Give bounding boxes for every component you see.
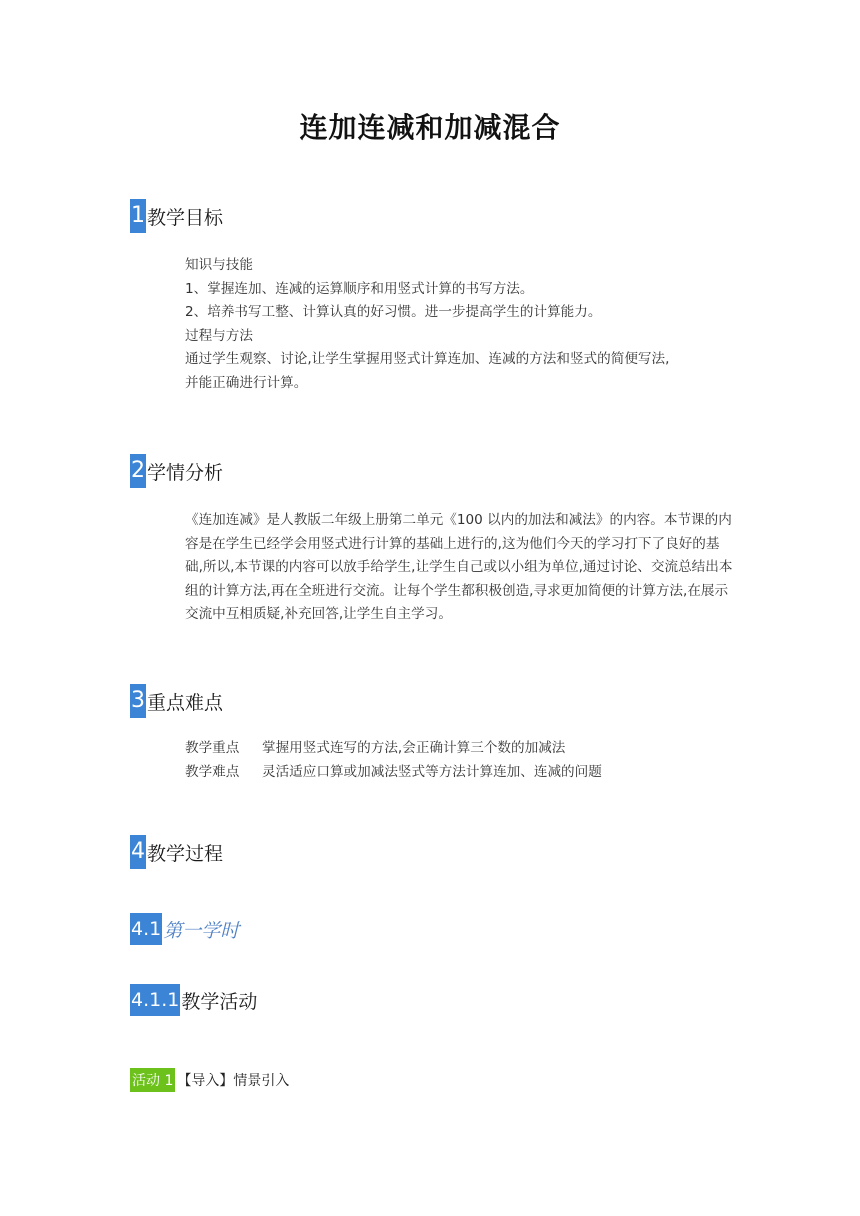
section-number: 3 xyxy=(130,684,146,718)
section-heading-1 xyxy=(130,199,223,233)
key-point-row xyxy=(185,737,733,761)
section-number: 2 xyxy=(130,454,146,488)
text-line: 知识与技能 xyxy=(185,257,253,273)
text-line: 1、掌握连加、连减的运算顺序和用竖式计算的书写方法。 xyxy=(185,280,534,297)
document-title: 连加连减和加减混合 xyxy=(299,111,561,144)
section-heading-4-1-1 xyxy=(130,984,257,1016)
section-heading-4 xyxy=(130,835,223,869)
text-line: 过程与方法 xyxy=(185,327,253,344)
section-title: 学情分析 xyxy=(147,461,224,484)
difficulty-row xyxy=(185,761,733,785)
section-title: 第一学时 xyxy=(163,919,240,942)
text-line: 2、培养书写工整、计算认真的好习惯。进一步提高学生的计算能力。 xyxy=(185,304,602,320)
key-value: 灵活适应口算或加减法竖式等方法计算连加、连减的问题 xyxy=(262,763,602,780)
section-1-body xyxy=(185,254,733,395)
text-line: 并能正确进行计算。 xyxy=(185,374,308,391)
section-title: 教学活动 xyxy=(181,990,258,1013)
key-label: 教学难点 xyxy=(185,763,240,780)
text-line: 通过学生观察、讨论,让学生掌握用竖式计算连加、连减的方法和竖式的简便写法, xyxy=(185,351,670,367)
activity-tag: 活动 1 xyxy=(130,1068,175,1092)
section-3-body xyxy=(185,737,733,784)
section-number: 4.1.1 xyxy=(130,984,180,1016)
section-title: 教学目标 xyxy=(147,206,224,229)
section-number: 1 xyxy=(130,199,146,233)
section-number: 4.1 xyxy=(130,913,162,945)
section-2-body: 《连加连减》是人教版二年级上册第二单元《100 以内的加法和减法》的内容。本节课的内容是在学生已经学会用竖式进行计算的基础上进行的,这为他们今天的学习打下了良好的基础,所以,本节课的内容可以放手给学生,让学生自己或以小组为单位,通过讨论、交流总结出本组的计算方法,再在全班进行交流。让每个学生都积极创造,寻求更加简便的计算方法,在展示交流中互相质疑,补充回答,让学生自主学习。 xyxy=(185,512,733,622)
key-value: 掌握用竖式连写的方法,会正确计算三个数的加减法 xyxy=(262,740,566,756)
section-heading-3 xyxy=(130,684,223,718)
section-title: 教学过程 xyxy=(147,842,224,865)
section-title: 重点难点 xyxy=(147,691,224,714)
activity-1 xyxy=(130,1068,289,1092)
section-heading-4-1 xyxy=(130,913,239,945)
activity-label: 【导入】情景引入 xyxy=(177,1073,290,1089)
key-label: 教学重点 xyxy=(185,740,240,756)
section-number: 4 xyxy=(130,835,146,869)
section-heading-2 xyxy=(130,454,223,488)
